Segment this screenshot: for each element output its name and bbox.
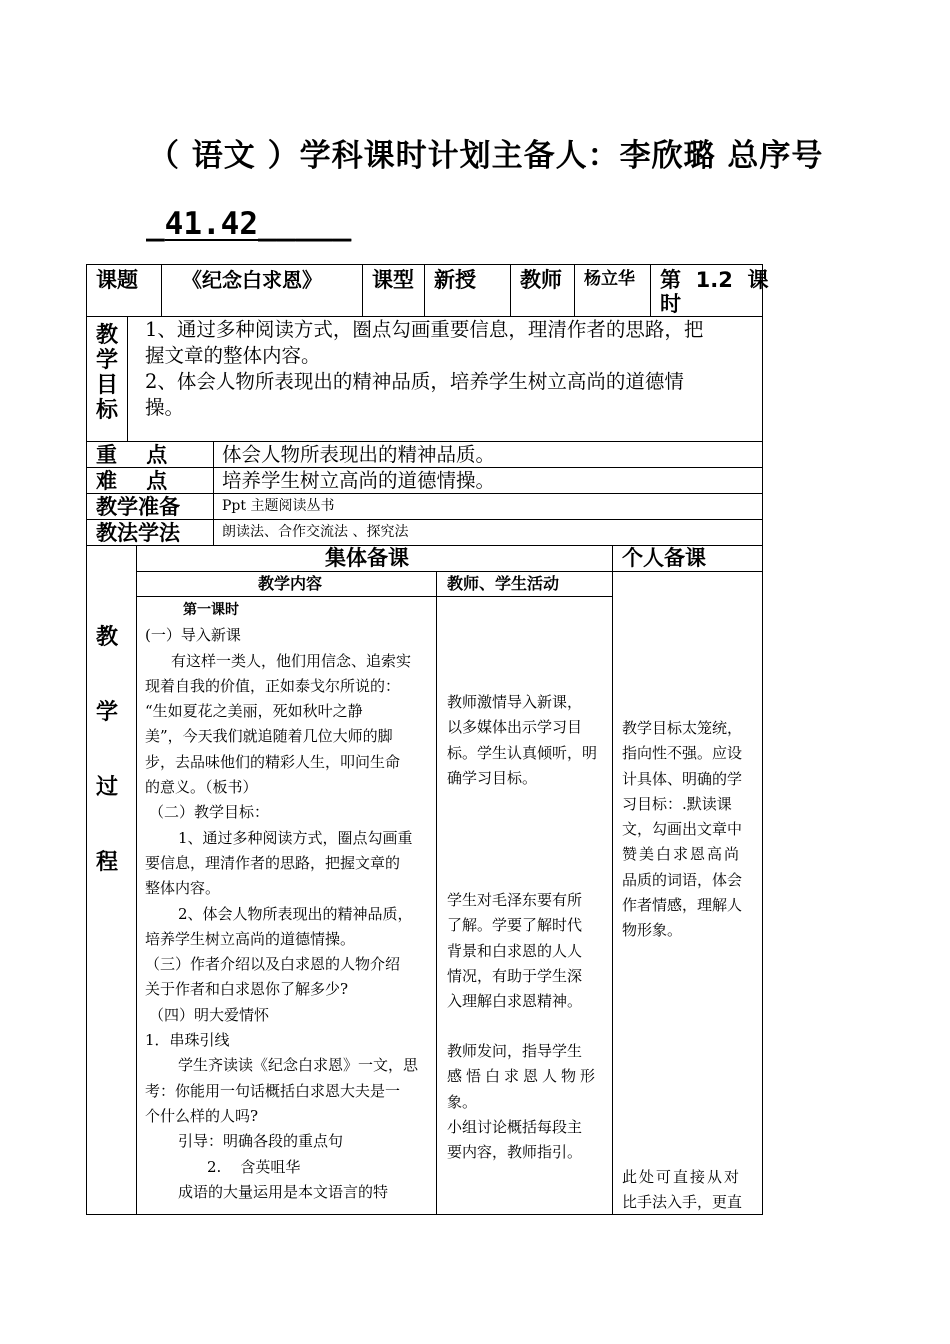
activity-line: 象。 xyxy=(447,1092,478,1111)
table-right-border xyxy=(762,264,763,1215)
content-line: 步，去品味他们的精彩人生，叩问生命 xyxy=(145,752,401,771)
difficulty-value: 培养学生树立高尚的道德情操。 xyxy=(222,469,496,492)
content-line: 培养学生树立高尚的道德情操。 xyxy=(145,929,356,948)
objective-line: 2、体会人物所表现出的精神品质，培养学生树立高尚的道德情 xyxy=(145,370,684,393)
activity-line: 小组讨论概括每段主 xyxy=(447,1117,583,1136)
personal-line: 习目标：.默读课 xyxy=(622,794,732,813)
methods-value: 朗读法、合作交流法 、探究法 xyxy=(222,524,409,540)
content-line: 考：你能用一句话概括白求恩大夫是一 xyxy=(145,1081,401,1100)
content-line: 现着自我的价值，正如泰戈尔所说的： xyxy=(145,676,401,695)
divider xyxy=(127,316,128,441)
activity-line: 教师发问，指导学生 xyxy=(447,1042,583,1060)
session-label-cont: 时 xyxy=(660,292,681,316)
content-line: 2、体会人物所表现出的精神品质， xyxy=(178,904,413,923)
content-line: （三）作者介绍以及白求恩的人物介绍 xyxy=(145,955,401,974)
objectives-label-char: 标 xyxy=(96,398,119,423)
type-label: 课型 xyxy=(372,268,414,292)
objective-line: 操。 xyxy=(145,396,185,419)
personal-line: 计具体、明确的学 xyxy=(622,769,743,788)
content-line: “生如夏花之美丽，死如秋叶之静 xyxy=(145,702,363,721)
activity-block xyxy=(447,1039,609,1165)
divider xyxy=(436,571,437,1215)
content-line: （二）教学目标： xyxy=(149,803,270,822)
teacher-value: 杨立华 xyxy=(584,269,635,289)
activity-block xyxy=(447,888,609,1014)
personal-line: 文，勾画出文章中 xyxy=(622,820,743,839)
divider xyxy=(362,264,363,316)
page-title: （ 语文 ）学科课时计划主备人：李欣璐 总序号 xyxy=(148,138,824,174)
table-left-border xyxy=(86,264,87,1215)
topic-label: 课题 xyxy=(96,268,138,292)
content-line: 要信息，理清作者的思路，把握文章的 xyxy=(145,853,401,872)
group-prep-header: 集体备课 xyxy=(325,546,409,570)
content-line: 1．串珠引线 xyxy=(145,1031,230,1050)
personal-note xyxy=(622,716,760,944)
teacher-label: 教师 xyxy=(520,268,562,292)
activity-line: 要内容，教师指引。 xyxy=(447,1143,583,1162)
divider xyxy=(612,545,613,1215)
activity-line: 背景和白求恩的人人 xyxy=(447,941,583,960)
serial-number xyxy=(146,206,351,242)
content-line: 2. 含英咀华 xyxy=(207,1157,301,1176)
personal-line: 物形象。 xyxy=(622,921,683,940)
objective-line: 握文章的整体内容。 xyxy=(145,344,321,367)
divider xyxy=(424,264,425,316)
divider xyxy=(136,545,137,1215)
content-line: 整体内容。 xyxy=(145,879,221,898)
activity-block xyxy=(447,690,609,791)
personal-line: 教学目标太笼统， xyxy=(622,719,743,737)
process-label-char: 程 xyxy=(96,850,119,875)
process-label-char: 过 xyxy=(96,775,119,800)
content-line: 的意义。（板书） xyxy=(145,778,258,797)
personal-line: 品质的词语，体会 xyxy=(622,870,743,889)
teaching-content xyxy=(145,598,435,1205)
activity-line: 情况，有助于学生深 xyxy=(447,966,583,985)
objective-line: 1、通过多种阅读方式，圈点勾画重要信息，理清作者的思路，把 xyxy=(145,318,704,341)
activity-line: 入理解白求恩精神。 xyxy=(447,992,583,1011)
objectives-label-char: 目 xyxy=(96,373,119,398)
activity-line: 以多媒体出示学习目 xyxy=(447,718,583,737)
key-point-label: 重 点 xyxy=(96,443,168,467)
content-line: 1、通过多种阅读方式，圈点勾画重 xyxy=(178,828,413,847)
preparation-value: Ppt 主题阅读丛书 xyxy=(222,498,335,514)
divider xyxy=(86,467,763,468)
serial-number-prefix: _ xyxy=(146,206,165,242)
divider xyxy=(574,264,575,316)
personal-note xyxy=(622,1165,760,1216)
content-line: 美”，今天我们就追随着几位大师的脚 xyxy=(145,727,393,746)
activity-column-header: 教师、学生活动 xyxy=(447,574,560,593)
objectives-label-char: 学 xyxy=(96,348,119,373)
content-line: 成语的大量运用是本文语言的特 xyxy=(178,1182,389,1201)
content-line: （四）明大爱情怀 xyxy=(149,1005,270,1024)
divider xyxy=(86,493,763,494)
content-line: 引导：明确各段的重点句 xyxy=(178,1132,344,1151)
activity-line: 了解。学要了解时代 xyxy=(447,916,583,935)
divider xyxy=(86,519,763,520)
topic-value: 《纪念白求恩》 xyxy=(182,268,322,292)
difficulty-label: 难 点 xyxy=(96,469,168,493)
divider xyxy=(510,264,511,316)
personal-line: 指向性不强。应设 xyxy=(622,744,743,763)
personal-prep-header: 个人备课 xyxy=(622,546,706,570)
personal-line: 作者情感，理解人 xyxy=(622,896,743,915)
process-label-char: 学 xyxy=(96,700,119,725)
serial-number-value: 41.42 xyxy=(164,206,258,242)
personal-line: 比手法入手，更直 xyxy=(622,1193,743,1212)
key-point-value: 体会人物所表现出的精神品质。 xyxy=(222,443,496,466)
content-column-header: 教学内容 xyxy=(258,574,323,593)
methods-label: 教法学法 xyxy=(96,521,180,545)
activity-line: 教师激情导入新课， xyxy=(447,693,583,711)
content-line: 第一课时 xyxy=(183,602,239,618)
activity-line: 感悟白求恩人物形 xyxy=(447,1067,600,1086)
divider xyxy=(161,264,162,316)
session-label: 第 1.2 课 xyxy=(660,268,769,292)
content-line: 关于作者和白求恩你了解多少? xyxy=(145,980,349,999)
personal-line: 赞美白求恩高尚 xyxy=(622,845,742,864)
activity-line: 标。学生认真倾听，明 xyxy=(447,743,598,762)
divider xyxy=(650,264,651,316)
content-line: (一）导入新课 xyxy=(145,626,241,645)
divider xyxy=(136,596,613,597)
divider xyxy=(86,441,763,442)
content-line: 个什么样的人吗? xyxy=(145,1106,259,1125)
serial-number-suffix: _____ xyxy=(258,206,352,242)
type-value: 新授 xyxy=(434,268,476,292)
activity-line: 学生对毛泽东要有所 xyxy=(447,891,583,909)
activity-line: 确学习目标。 xyxy=(447,768,538,787)
content-line: 学生齐读读《纪念白求恩》一文，思 xyxy=(178,1056,419,1075)
process-label-char: 教 xyxy=(96,625,119,650)
content-line: 有这样一类人，他们用信念、追索实 xyxy=(171,651,412,670)
preparation-label: 教学准备 xyxy=(96,495,180,519)
objectives-label-char: 教 xyxy=(96,323,119,348)
personal-line: 此处可直接从对 xyxy=(622,1168,742,1186)
